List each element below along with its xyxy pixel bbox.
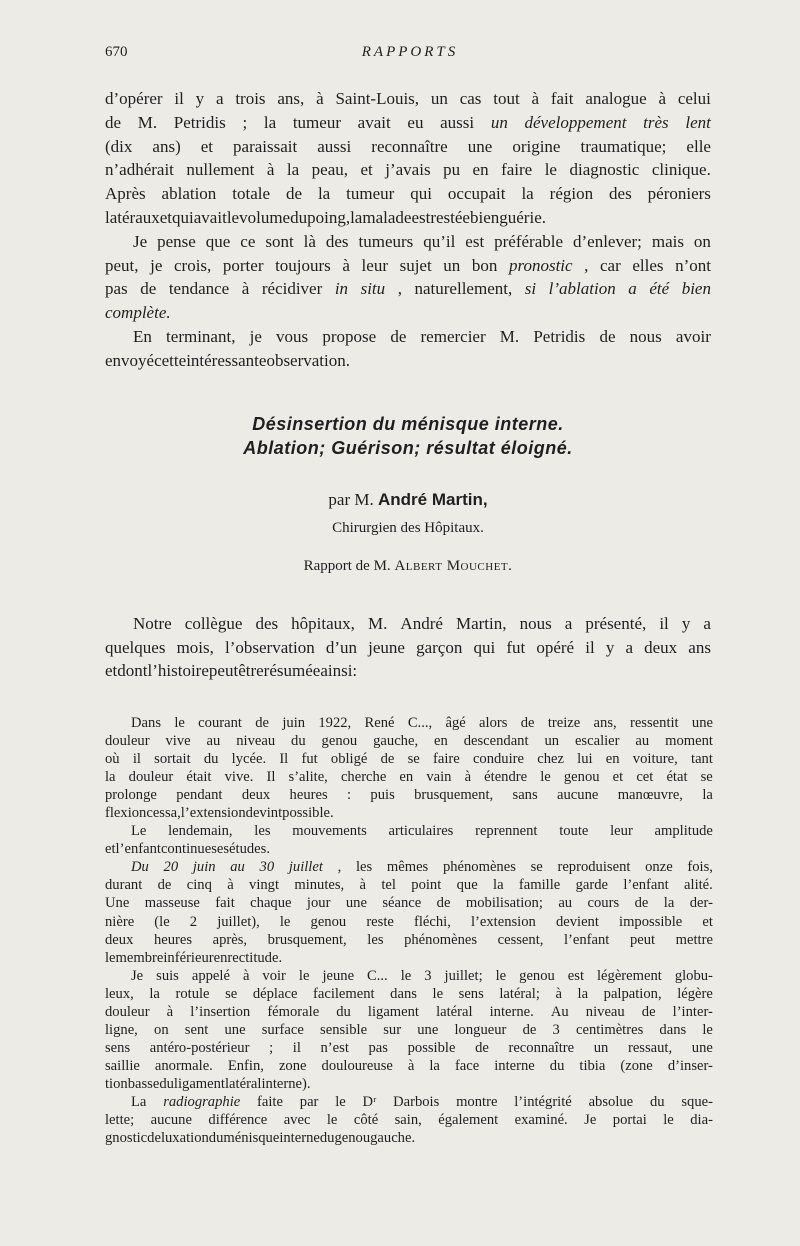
author-affiliation: Chirurgien des Hôpitaux. bbox=[332, 520, 484, 536]
intro-paragraphs bbox=[105, 87, 711, 373]
text-line: gnostic de luxation du ménisque interne du genou gauche. bbox=[105, 1130, 416, 1147]
text-line: deux heures après, brusquement, les phénomènes cessent, l’enfant peut mettre bbox=[105, 931, 713, 948]
article-title-line-1: Désinsertion du ménisque interne. bbox=[252, 414, 564, 434]
text-line: la douleur était vive. Il s’alite, cherche en vain à étendre le genou et cet état se bbox=[105, 769, 713, 786]
text-line: flexion cessa, l’extension devint possible. bbox=[105, 805, 334, 822]
running-title: RAPPORTS bbox=[361, 44, 459, 60]
text-line: Du 20 juin au 30 juillet , les mêmes phénomènes se reproduisent onze fois, bbox=[131, 859, 713, 876]
text-line: tion basse du ligament latéral interne). bbox=[105, 1075, 311, 1092]
page-number: 670 bbox=[105, 44, 128, 60]
text-line: Je suis appelé à voir le jeune C... le 3 juillet; le genou est légèrement globu- bbox=[131, 967, 713, 984]
report-prefix: Rapport de M. bbox=[303, 558, 391, 574]
text-line: complète. bbox=[105, 303, 171, 323]
case-report bbox=[105, 714, 713, 1147]
body-paragraph bbox=[105, 612, 711, 683]
text-line: de M. Petridis ; la tumeur avait eu aussi un développement très lent bbox=[105, 112, 711, 132]
text-line: pas de tendance à récidiver in situ , naturellement, si l’ablation a été bien bbox=[105, 279, 711, 299]
text-line: n’adhérait nullement à la peau, et j’avais pu en faire le diagnostic clinique. bbox=[105, 160, 711, 180]
text-line: douleur à l’insertion fémorale du ligament latéral interne. Au niveau de l’inter- bbox=[105, 1003, 713, 1020]
text-line: Je pense que ce sont là des tumeurs qu’il est préférable d’enlever; mais on bbox=[133, 231, 711, 251]
author-prefix: par M. bbox=[328, 490, 374, 509]
text-line: En terminant, je vous propose de remercier M. Petridis de nous avoir bbox=[133, 326, 711, 346]
text-line: Après ablation totale de la tumeur qui occupait la région des péroniers bbox=[105, 184, 711, 204]
text-line: latéraux et qui avait le volume du poing, la malade est restée bien guérie. bbox=[105, 207, 546, 227]
text-line: durant de cinq à vingt minutes, à tel point que la famille garde l’enfant alité. bbox=[105, 877, 713, 894]
report-line bbox=[105, 558, 711, 575]
text-line: nière (le 2 juillet), le genou reste fléchi, l’extension devient impossible et bbox=[105, 913, 713, 930]
text-line: Dans le courant de juin 1922, René C..., âgé alors de treize ans, ressentit une bbox=[131, 715, 713, 731]
author-line bbox=[105, 490, 711, 510]
text-line: La radiographie faite par le Dʳ Darbois montre l’intégrité absolue du sque- bbox=[131, 1093, 713, 1110]
article-title bbox=[105, 412, 711, 460]
text-line: et l’enfant continue ses études. bbox=[105, 841, 270, 858]
text-line: saillie anormale. Enfin, zone douloureuse à la face interne du tibia (zone d’inser- bbox=[105, 1057, 713, 1074]
text-line: leux, la rotule se déplace facilement dans le sens latéral; à la palpation, légère bbox=[105, 985, 713, 1002]
text-line: et dont l’histoire peut être résumée ainsi : bbox=[105, 661, 358, 680]
text-line: sens antéro-postérieur ; il n’est pas possible de reconnaître un ressaut, une bbox=[105, 1039, 713, 1056]
article-title-line-2: Ablation; Guérison; résultat éloigné. bbox=[243, 438, 573, 458]
text-line: prolonge pendant deux heures : puis brusquement, sans aucune manœuvre, la bbox=[105, 787, 713, 804]
text-line: Notre collègue des hôpitaux, M. André Martin, nous a présenté, il y a bbox=[133, 614, 711, 633]
text-line: peut, je crois, porter toujours à leur sujet un bon pronostic , car elles n’ont bbox=[105, 255, 711, 275]
text-line: douleur vive au niveau du genou gauche, en descendant un escalier au moment bbox=[105, 733, 713, 750]
text-line: envoyé cette intéressante observation. bbox=[105, 350, 351, 370]
text-line: (dix ans) et paraissait aussi reconnaître une origine traumatique; elle bbox=[105, 136, 711, 156]
page-header bbox=[105, 44, 715, 68]
text-line: Le lendemain, les mouvements articulaires reprennent toute leur amplitude bbox=[131, 823, 713, 840]
text-line: le membre inférieur en rectitude. bbox=[105, 949, 283, 966]
text-line: lette; aucune différence avec le côté sain, également examiné. Je portai le dia- bbox=[105, 1112, 713, 1129]
text-line: où il sortait du lycée. Il fut obligé de se faire conduire chez lui en voiture, tant bbox=[105, 751, 713, 768]
report-author: Albert Mouchet. bbox=[394, 558, 513, 574]
text-line: ligne, on sent une surface sensible sur une longueur de 3 centimètres dans le bbox=[105, 1021, 713, 1038]
author-name: André Martin, bbox=[378, 490, 488, 509]
text-line: quelques mois, l’observation d’un jeune garçon qui fut opéré il y a deux ans bbox=[105, 637, 711, 657]
text-line: Une masseuse fait chaque jour une séance de mobilisation; au cours de la der- bbox=[105, 895, 713, 912]
text-line: d’opérer il y a trois ans, à Saint-Louis, un cas tout à fait analogue à celui bbox=[105, 89, 711, 108]
